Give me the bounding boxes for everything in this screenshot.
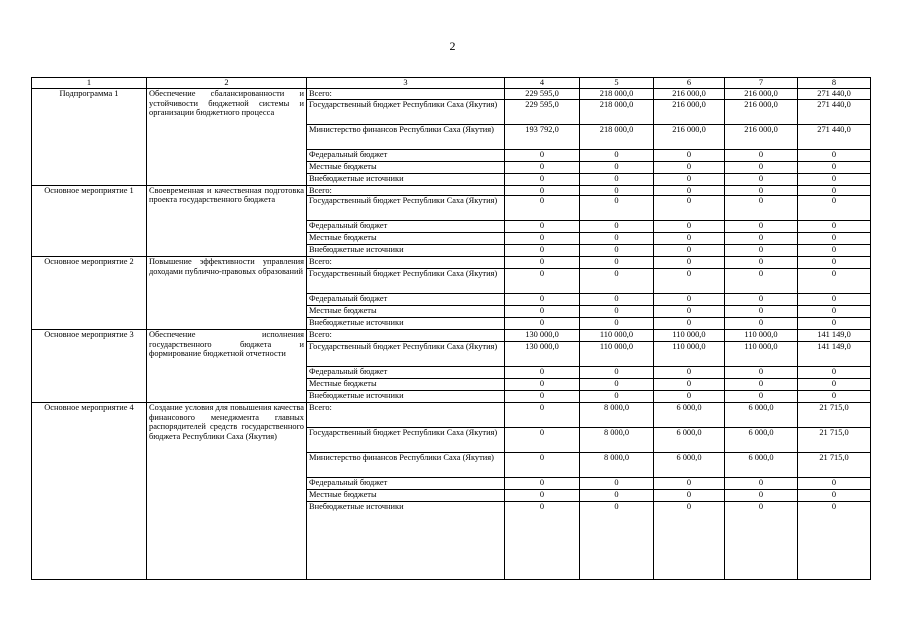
amount-cell-col6: 0 xyxy=(654,367,725,379)
amount-cell-col8: 0 xyxy=(798,245,871,257)
amount-cell-col7: 6 000,0 xyxy=(725,403,798,428)
amount-cell-col6: 0 xyxy=(654,185,725,196)
funding-source-cell: Местные бюджеты xyxy=(307,233,505,245)
amount-cell-col5: 0 xyxy=(580,269,654,294)
amount-cell-col7: 0 xyxy=(725,391,798,403)
funding-source-cell: Всего: xyxy=(307,257,505,269)
funding-source-cell: Внебюджетные источники xyxy=(307,502,505,580)
amount-cell-col7: 0 xyxy=(725,367,798,379)
header-row xyxy=(32,78,871,89)
column-header-3: 3 xyxy=(307,78,505,89)
table-row xyxy=(32,403,871,428)
amount-cell-col5: 8 000,0 xyxy=(580,428,654,453)
column-header-6: 6 xyxy=(654,78,725,89)
amount-cell-col6: 0 xyxy=(654,161,725,173)
amount-cell-col6: 0 xyxy=(654,257,725,269)
amount-cell-col8: 0 xyxy=(798,306,871,318)
column-header-1: 1 xyxy=(32,78,147,89)
program-name-cell: Основное мероприятие 2 xyxy=(32,257,147,330)
amount-cell-col4: 0 xyxy=(505,453,580,478)
funding-source-cell: Местные бюджеты xyxy=(307,379,505,391)
budget-table xyxy=(31,77,871,580)
page-number: 2 xyxy=(449,39,456,53)
amount-cell-col8: 271 440,0 xyxy=(798,89,871,100)
program-description-cell: Своевременная и качественная подготовка проекта государственного бюджета xyxy=(147,185,307,257)
funding-source-cell: Всего: xyxy=(307,330,505,342)
amount-cell-col5: 0 xyxy=(580,245,654,257)
column-header-7: 7 xyxy=(725,78,798,89)
funding-source-cell: Федеральный бюджет xyxy=(307,294,505,306)
amount-cell-col4: 130 000,0 xyxy=(505,342,580,367)
funding-source-cell: Внебюджетные источники xyxy=(307,173,505,185)
amount-cell-col7: 110 000,0 xyxy=(725,342,798,367)
column-header-2: 2 xyxy=(147,78,307,89)
amount-cell-col4: 0 xyxy=(505,233,580,245)
amount-cell-col5: 110 000,0 xyxy=(580,330,654,342)
funding-source-cell: Федеральный бюджет xyxy=(307,367,505,379)
amount-cell-col7: 0 xyxy=(725,173,798,185)
amount-cell-col4: 0 xyxy=(505,391,580,403)
amount-cell-col4: 0 xyxy=(505,294,580,306)
funding-source-cell: Государственный бюджет Республики Саха (Якутия) xyxy=(307,99,505,124)
funding-source-cell: Государственный бюджет Республики Саха (Якутия) xyxy=(307,269,505,294)
funding-source-cell: Местные бюджеты xyxy=(307,306,505,318)
amount-cell-col6: 216 000,0 xyxy=(654,124,725,149)
amount-cell-col6: 110 000,0 xyxy=(654,342,725,367)
amount-cell-col4: 0 xyxy=(505,245,580,257)
funding-source-cell: Государственный бюджет Республики Саха (Якутия) xyxy=(307,196,505,221)
funding-source-cell: Государственный бюджет Республики Саха (Якутия) xyxy=(307,342,505,367)
amount-cell-col6: 0 xyxy=(654,306,725,318)
amount-cell-col6: 0 xyxy=(654,478,725,490)
amount-cell-col8: 0 xyxy=(798,379,871,391)
amount-cell-col5: 8 000,0 xyxy=(580,403,654,428)
amount-cell-col4: 0 xyxy=(505,221,580,233)
amount-cell-col5: 8 000,0 xyxy=(580,453,654,478)
funding-source-cell: Местные бюджеты xyxy=(307,161,505,173)
amount-cell-col4: 0 xyxy=(505,490,580,502)
funding-source-cell: Внебюджетные источники xyxy=(307,391,505,403)
amount-cell-col5: 0 xyxy=(580,161,654,173)
table-row xyxy=(32,185,871,196)
column-header-5: 5 xyxy=(580,78,654,89)
amount-cell-col4: 0 xyxy=(505,149,580,161)
amount-cell-col7: 0 xyxy=(725,318,798,330)
amount-cell-col8: 271 440,0 xyxy=(798,124,871,149)
amount-cell-col5: 0 xyxy=(580,306,654,318)
amount-cell-col8: 0 xyxy=(798,490,871,502)
amount-cell-col7: 0 xyxy=(725,478,798,490)
amount-cell-col4: 0 xyxy=(505,318,580,330)
funding-source-cell: Всего: xyxy=(307,185,505,196)
funding-source-cell: Министерство финансов Республики Саха (Якутия) xyxy=(307,124,505,149)
funding-source-cell: Внебюджетные источники xyxy=(307,245,505,257)
amount-cell-col7: 216 000,0 xyxy=(725,89,798,100)
amount-cell-col4: 0 xyxy=(505,403,580,428)
amount-cell-col7: 0 xyxy=(725,490,798,502)
funding-source-cell: Министерство финансов Республики Саха (Якутия) xyxy=(307,453,505,478)
amount-cell-col5: 0 xyxy=(580,367,654,379)
amount-cell-col8: 0 xyxy=(798,294,871,306)
program-description-cell: Обеспечение исполнения государственного бюджета и формирование бюджетной отчетности xyxy=(147,330,307,403)
amount-cell-col4: 0 xyxy=(505,367,580,379)
amount-cell-col7: 216 000,0 xyxy=(725,124,798,149)
amount-cell-col7: 0 xyxy=(725,233,798,245)
amount-cell-col4: 0 xyxy=(505,185,580,196)
amount-cell-col7: 0 xyxy=(725,245,798,257)
amount-cell-col6: 110 000,0 xyxy=(654,330,725,342)
amount-cell-col5: 0 xyxy=(580,185,654,196)
amount-cell-col8: 21 715,0 xyxy=(798,453,871,478)
amount-cell-col5: 218 000,0 xyxy=(580,99,654,124)
amount-cell-col4: 0 xyxy=(505,196,580,221)
amount-cell-col5: 0 xyxy=(580,502,654,580)
program-name-cell: Основное мероприятие 3 xyxy=(32,330,147,403)
amount-cell-col8: 0 xyxy=(798,233,871,245)
funding-source-cell: Государственный бюджет Республики Саха (Якутия) xyxy=(307,428,505,453)
amount-cell-col8: 0 xyxy=(798,269,871,294)
amount-cell-col6: 0 xyxy=(654,379,725,391)
amount-cell-col5: 218 000,0 xyxy=(580,89,654,100)
amount-cell-col6: 0 xyxy=(654,196,725,221)
amount-cell-col7: 0 xyxy=(725,257,798,269)
amount-cell-col4: 0 xyxy=(505,257,580,269)
amount-cell-col6: 0 xyxy=(654,391,725,403)
amount-cell-col4: 0 xyxy=(505,269,580,294)
amount-cell-col8: 0 xyxy=(798,196,871,221)
program-description-cell: Повышение эффективности управления доходами публично-правовых образований xyxy=(147,257,307,330)
amount-cell-col8: 0 xyxy=(798,161,871,173)
amount-cell-col7: 0 xyxy=(725,161,798,173)
amount-cell-col4: 0 xyxy=(505,379,580,391)
amount-cell-col8: 0 xyxy=(798,318,871,330)
amount-cell-col8: 0 xyxy=(798,185,871,196)
amount-cell-col5: 0 xyxy=(580,490,654,502)
amount-cell-col7: 6 000,0 xyxy=(725,453,798,478)
amount-cell-col5: 0 xyxy=(580,478,654,490)
funding-source-cell: Всего: xyxy=(307,403,505,428)
funding-source-cell: Федеральный бюджет xyxy=(307,221,505,233)
amount-cell-col7: 0 xyxy=(725,149,798,161)
amount-cell-col8: 0 xyxy=(798,221,871,233)
amount-cell-col8: 21 715,0 xyxy=(798,428,871,453)
amount-cell-col4: 0 xyxy=(505,173,580,185)
funding-source-cell: Федеральный бюджет xyxy=(307,149,505,161)
amount-cell-col7: 0 xyxy=(725,294,798,306)
amount-cell-col5: 0 xyxy=(580,379,654,391)
amount-cell-col6: 0 xyxy=(654,318,725,330)
amount-cell-col5: 0 xyxy=(580,294,654,306)
amount-cell-col4: 0 xyxy=(505,478,580,490)
amount-cell-col5: 218 000,0 xyxy=(580,124,654,149)
amount-cell-col6: 0 xyxy=(654,173,725,185)
amount-cell-col6: 0 xyxy=(654,221,725,233)
amount-cell-col7: 0 xyxy=(725,269,798,294)
table-row xyxy=(32,257,871,269)
amount-cell-col8: 0 xyxy=(798,257,871,269)
amount-cell-col6: 6 000,0 xyxy=(654,453,725,478)
amount-cell-col6: 216 000,0 xyxy=(654,89,725,100)
amount-cell-col7: 6 000,0 xyxy=(725,428,798,453)
funding-source-cell: Федеральный бюджет xyxy=(307,478,505,490)
amount-cell-col8: 0 xyxy=(798,478,871,490)
amount-cell-col5: 0 xyxy=(580,173,654,185)
table-row xyxy=(32,89,871,100)
amount-cell-col8: 0 xyxy=(798,173,871,185)
amount-cell-col7: 0 xyxy=(725,502,798,580)
program-description-cell: Создание условия для повышения качества финансового менеджмента главных распорядителей средств государственного бюджета Республики Саха (Якутия) xyxy=(147,403,307,580)
amount-cell-col6: 0 xyxy=(654,269,725,294)
amount-cell-col5: 0 xyxy=(580,257,654,269)
amount-cell-col6: 0 xyxy=(654,245,725,257)
amount-cell-col4: 0 xyxy=(505,502,580,580)
amount-cell-col5: 0 xyxy=(580,221,654,233)
amount-cell-col8: 0 xyxy=(798,391,871,403)
amount-cell-col5: 0 xyxy=(580,233,654,245)
program-name-cell: Подпрограмма 1 xyxy=(32,89,147,186)
amount-cell-col7: 0 xyxy=(725,221,798,233)
amount-cell-col8: 141 149,0 xyxy=(798,330,871,342)
amount-cell-col6: 6 000,0 xyxy=(654,428,725,453)
amount-cell-col6: 0 xyxy=(654,294,725,306)
funding-source-cell: Местные бюджеты xyxy=(307,490,505,502)
table-row xyxy=(32,330,871,342)
amount-cell-col7: 216 000,0 xyxy=(725,99,798,124)
amount-cell-col7: 0 xyxy=(725,306,798,318)
amount-cell-col8: 271 440,0 xyxy=(798,99,871,124)
amount-cell-col6: 0 xyxy=(654,502,725,580)
program-name-cell: Основное мероприятие 4 xyxy=(32,403,147,580)
amount-cell-col6: 0 xyxy=(654,233,725,245)
amount-cell-col6: 216 000,0 xyxy=(654,99,725,124)
amount-cell-col4: 193 792,0 xyxy=(505,124,580,149)
amount-cell-col7: 0 xyxy=(725,379,798,391)
amount-cell-col6: 6 000,0 xyxy=(654,403,725,428)
program-description-cell: Обеспечение сбалансированности и устойчивости бюджетной системы и организации бюджетного процесса xyxy=(147,89,307,186)
amount-cell-col4: 0 xyxy=(505,161,580,173)
amount-cell-col7: 110 000,0 xyxy=(725,330,798,342)
amount-cell-col8: 0 xyxy=(798,367,871,379)
amount-cell-col5: 110 000,0 xyxy=(580,342,654,367)
amount-cell-col7: 0 xyxy=(725,185,798,196)
program-name-cell: Основное мероприятие 1 xyxy=(32,185,147,257)
amount-cell-col8: 141 149,0 xyxy=(798,342,871,367)
amount-cell-col5: 0 xyxy=(580,196,654,221)
amount-cell-col5: 0 xyxy=(580,318,654,330)
amount-cell-col4: 229 595,0 xyxy=(505,99,580,124)
funding-source-cell: Внебюджетные источники xyxy=(307,318,505,330)
amount-cell-col4: 0 xyxy=(505,428,580,453)
amount-cell-col8: 21 715,0 xyxy=(798,403,871,428)
column-header-4: 4 xyxy=(505,78,580,89)
amount-cell-col6: 0 xyxy=(654,490,725,502)
amount-cell-col8: 0 xyxy=(798,502,871,580)
funding-source-cell: Всего: xyxy=(307,89,505,100)
amount-cell-col5: 0 xyxy=(580,149,654,161)
amount-cell-col5: 0 xyxy=(580,391,654,403)
amount-cell-col4: 229 595,0 xyxy=(505,89,580,100)
amount-cell-col4: 0 xyxy=(505,306,580,318)
amount-cell-col7: 0 xyxy=(725,196,798,221)
amount-cell-col8: 0 xyxy=(798,149,871,161)
amount-cell-col4: 130 000,0 xyxy=(505,330,580,342)
amount-cell-col6: 0 xyxy=(654,149,725,161)
column-header-8: 8 xyxy=(798,78,871,89)
